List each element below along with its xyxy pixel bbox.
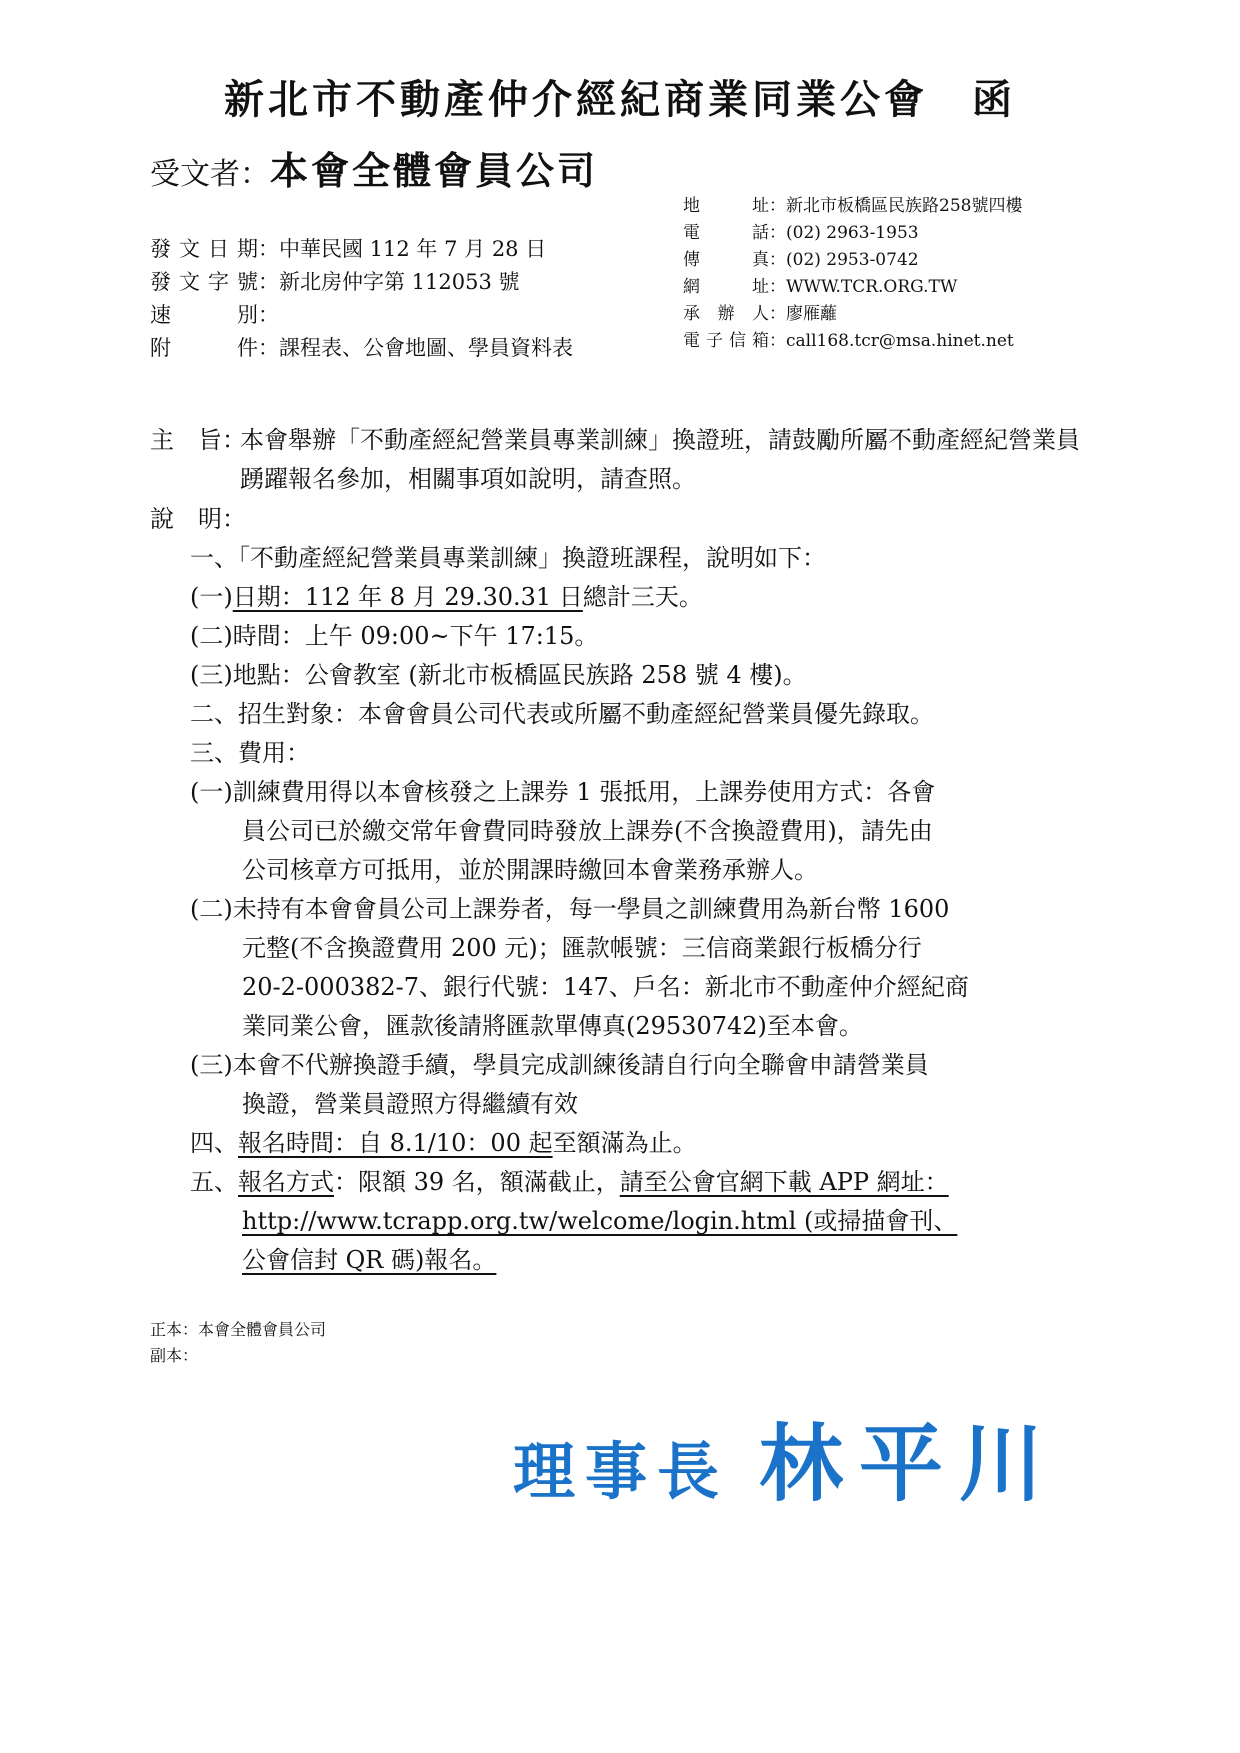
recipient-label: 受文者： xyxy=(150,157,270,192)
registration-time: 四、報名時間：自 8.1/10：00 起至額滿為止。 xyxy=(190,1129,697,1157)
course-heading: 一、「不動產經紀營業員專業訓練」換證班課程，說明如下： xyxy=(190,544,826,572)
document-title: 新北市不動產仲介經紀商業同業公會 函 xyxy=(224,76,1016,123)
explanation-section xyxy=(150,500,969,1280)
issue-number: 發文字號 ：新北房仲字第 112053 號 xyxy=(150,270,520,294)
contact-address: 地 址 ：新北市板橋區民族路258號四樓 xyxy=(683,196,1023,216)
fee-item-2: (二)未持有本會會員公司上課券者，每一學員之訓練費用為新台幣 1600 元整(不含換證費用 200 元)；匯款帳號：三信商業銀行板橋分行 20-2-000382-7、銀行代號：147、戶名：新北市不動產仲介經紀商 業同業公會，匯款後請將匯款單傳真(29530742)至本會。 xyxy=(190,895,969,1040)
issue-date: 發文日期 ：中華民國 112 年 7 月 28 日 xyxy=(150,237,547,261)
fee-item-3: (三)本會不代辦換證手續，學員完成訓練後請自行向全聯會申請營業員 換證，營業員證照方得繼續有效 xyxy=(190,1051,929,1118)
urgency: 速 別 ： xyxy=(150,303,279,327)
explanation-label: 說 明： xyxy=(150,505,246,533)
enrollment-target: 二、招生對象：本會會員公司代表或所屬不動產經紀營業員優先錄取。 xyxy=(190,700,934,728)
issue-meta-block xyxy=(150,233,573,365)
recipient-name: 本會全體會員公司 xyxy=(270,148,599,193)
contact-email: 電子信箱 ：call168.tcr@msa.hinet.net xyxy=(683,331,1014,351)
signature-title: 理事長 xyxy=(513,1435,730,1508)
fee-heading: 三、費用： xyxy=(190,739,310,767)
attachments: 附 件 ：課程表、公會地圖、學員資料表 xyxy=(150,336,573,360)
course-time: (二)時間：上午 09:00~下午 17:15。 xyxy=(190,622,599,650)
course-date: (一)日期：112 年 8 月 29.30.31 日總計三天。 xyxy=(190,583,703,611)
copy-recipient: 副本： xyxy=(150,1346,199,1365)
contact-phone: 電 話 ：(02) 2963-1953 xyxy=(683,223,919,243)
registration-method: 五、報名方式：限額 39 名，額滿截止，請至公會官網下載 APP 網址： http://www.tcrapp.org.tw/welcome/login.html (或掃描會刊、 公會信封 QR 碼)報名。 xyxy=(190,1163,969,1280)
contact-block xyxy=(683,193,1022,355)
original-recipient: 正本：本會全體會員公司 xyxy=(150,1320,327,1339)
contact-fax: 傳 真 ：(02) 2953-0742 xyxy=(683,250,919,270)
distribution-block xyxy=(150,1317,326,1369)
subject-label: 主 旨： xyxy=(150,426,246,454)
contact-website: 網 址 ：WWW.TCR.ORG.TW xyxy=(683,277,958,297)
fee-item-1: (一)訓練費用得以本會核發之上課券 1 張抵用，上課券使用方式：各會 員公司已於繳交常年會費同時發放上課券(不含換證費用)，請先由 公司核章方可抵用，並於開課時繳回本會業務承辦人。 xyxy=(190,778,936,884)
course-location: (三)地點：公會教室 (新北市板橋區民族路 258 號 4 樓)。 xyxy=(190,661,807,689)
chairman-signature-stamp xyxy=(513,1397,1059,1518)
signature-name: 林平川 xyxy=(759,1415,1060,1513)
contact-person: 承 辦 人 ：廖雁蘺 xyxy=(683,304,837,324)
registration-url[interactable]: http://www.tcrapp.org.tw/welcome/login.html (或掃描會刊、 xyxy=(242,1207,958,1235)
recipient-line xyxy=(150,140,598,195)
subject-text: 本會舉辦「不動產經紀營業員專業訓練」換證班，請鼓勵所屬不動產經紀營業員踴躍報名參加，相關事項如說明，請查照。 xyxy=(240,426,1080,493)
